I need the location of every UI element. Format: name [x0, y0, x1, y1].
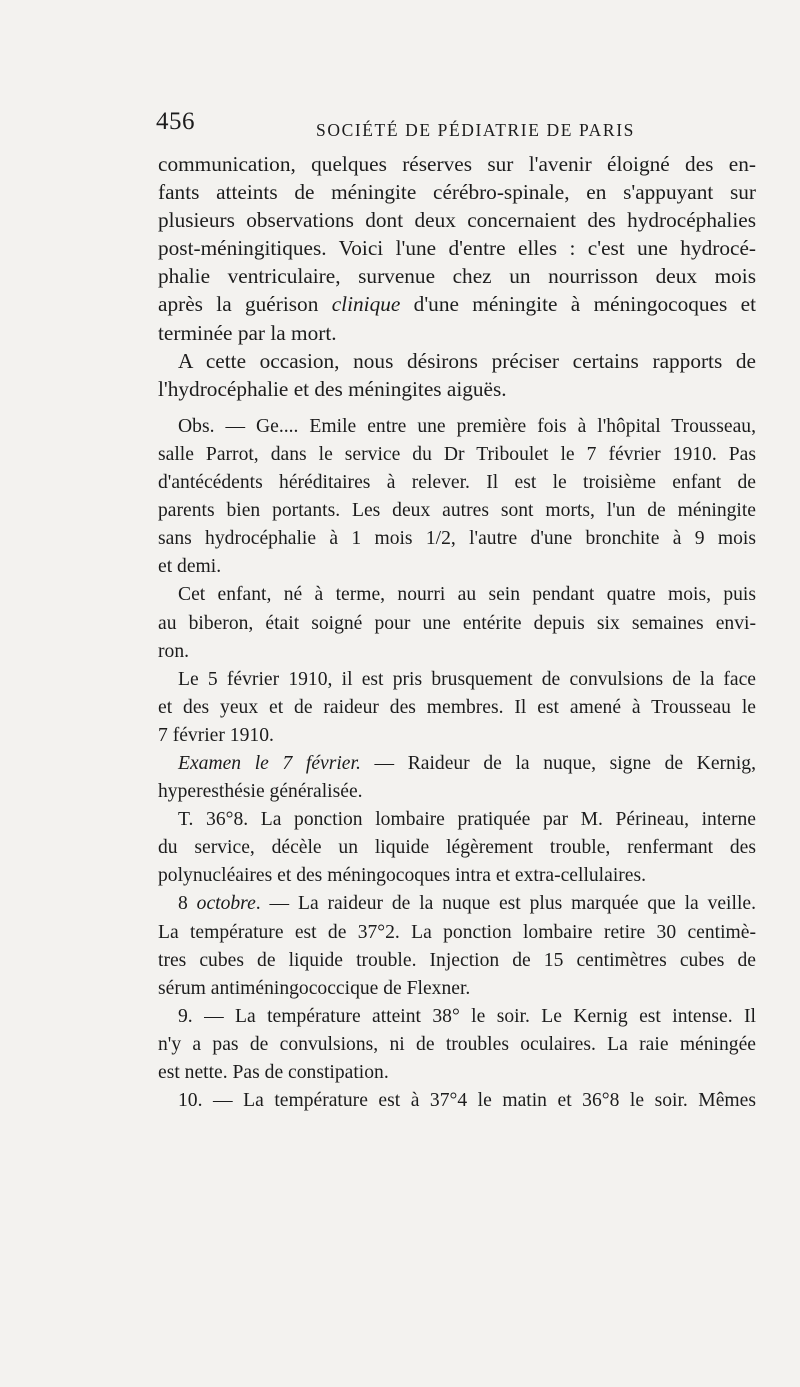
text-line: et des yeux et de raideur des membres. Il est amené à Trousseau le [158, 696, 756, 718]
text-line: tres cubes de liquide trouble. Injection de 15 centimètres cubes de [158, 949, 756, 971]
text-line: Le 5 février 1910, il est pris brusquement de convulsions de la face [178, 668, 756, 690]
text-segment: après la guérison [158, 292, 332, 317]
running-head: SOCIÉTÉ DE PÉDIATRIE DE PARIS [316, 120, 635, 140]
page-number: 456 [156, 108, 195, 135]
spacer [158, 403, 756, 413]
text-line: post-méningitiques. Voici l'une d'entre elles : c'est une hydrocé- [158, 236, 756, 261]
text-line [158, 750, 756, 778]
text-line [158, 290, 756, 318]
text-line: est nette. Pas de constipation. [158, 1062, 389, 1083]
paragraph-occasion [158, 347, 756, 403]
text-segment: — Raideur de la nuque, signe de Kernig, [360, 752, 756, 774]
text-line: 7 février 1910. [158, 724, 274, 746]
text-line: du service, décèle un liquide légèrement trouble, renfermant des [158, 837, 756, 859]
italic-word: clinique [331, 292, 401, 317]
text-line: Obs. — Ge.... Emile entre une première fois à l'hôpital Trousseau, [178, 415, 756, 437]
text-line: n'y a pas de convulsions, ni de troubles oculaires. La raie méningée [158, 1033, 756, 1055]
text-line: sans hydrocéphalie à 1 mois 1/2, l'autre d'une bronchite à 9 mois [158, 528, 756, 550]
text-segment: d'une méningite à méningocoques et [400, 292, 756, 317]
text-line: parents bien portants. Les deux autres sont morts, l'un de méningite [158, 500, 756, 522]
text-line: et demi. [158, 556, 222, 578]
text-line: communication, quelques réserves sur l'avenir éloigné des en- [158, 152, 756, 176]
text-line [158, 890, 756, 918]
text-line: polynucléaires et des méningocoques intra et extra-cellulaires. [158, 865, 647, 887]
observation-block [158, 413, 756, 1115]
text-line: Cet enfant, né à terme, nourri au sein pendant quatre mois, puis [178, 584, 756, 606]
text-line: ron. [158, 640, 190, 662]
text-segment: . — La raideur de la nuque est plus marquée que la veille. [255, 893, 756, 915]
italic-date: octobre [196, 893, 256, 915]
italic-date: Examen le 7 février. [178, 752, 361, 774]
text-segment: 8 [178, 893, 197, 915]
text-line: au biberon, était soigné pour une entérite depuis six semaines envi- [158, 612, 756, 634]
text-line: fants atteints de méningite cérébro-spinale, en s'appuyant sur [158, 180, 756, 205]
text-line: T. 36°8. La ponction lombaire pratiquée par M. Périneau, interne [178, 809, 756, 831]
text-line: La température est de 37°2. La ponction lombaire retire 30 centimè- [158, 921, 756, 943]
text-line: hyperesthésie généralisée. [158, 781, 363, 803]
text-line: 9. — La température atteint 38° le soir. Le Kernig est intense. Il [178, 1005, 756, 1027]
text-line: phalie ventriculaire, survenue chez un nourrisson deux mois [158, 264, 756, 289]
text-line: d'antécédents héréditaires à relever. Il est le troisième enfant de [158, 472, 756, 494]
text-line: l'hydrocéphalie et des méningites aiguës. [158, 376, 507, 401]
paragraph-communication [158, 150, 756, 347]
text-line: 10. — La température est à 37°4 le matin et 36°8 le soir. Mêmes [178, 1090, 756, 1112]
body-text [158, 150, 756, 1115]
page-header [156, 108, 756, 144]
text-line: plusieurs observations dont deux concernaient des hydrocéphalies [158, 208, 756, 233]
text-line: salle Parrot, dans le service du Dr Triboulet le 7 février 1910. Pas [158, 443, 756, 465]
text-line: sérum antiméningococcique de Flexner. [158, 977, 471, 999]
text-line: terminée par la mort. [158, 320, 337, 345]
text-line: A cette occasion, nous désirons préciser certains rapports de [178, 348, 756, 373]
